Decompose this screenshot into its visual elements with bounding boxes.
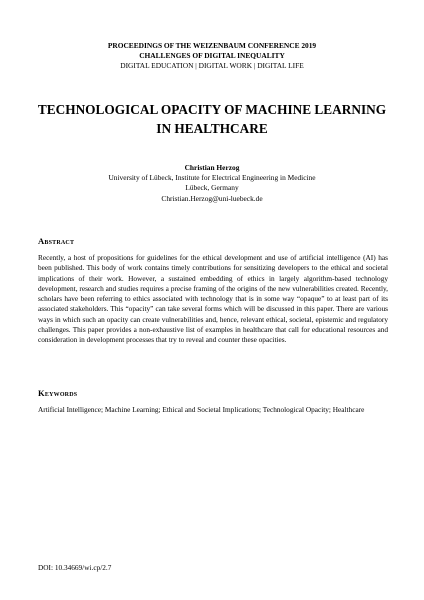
conference-theme: CHALLENGES OF DIGITAL INEQUALITY (139, 51, 285, 60)
keywords-heading: Keywords (38, 388, 78, 398)
paper-title: TECHNOLOGICAL OPACITY OF MACHINE LEARNING IN HEALTHCARE (37, 102, 387, 136)
abstract-text: Recently, a host of propositions for guidelines for the ethical development and use of artificial intelligence (AI) has been published. This body of work contains timely contributions for sensitizing developers to the ethical and societal implications of their work. However, a sustained embedding of ethics in largely algorithm-based technology development, research and studies requires a precise framing of the origins of the new vulnerabilities created. Recently, scholars have been referring to ethics associated with technology that is in some way “opaque” to at least part of its associated stakeholders. This “opacity” can take several forms which will be discussed in this paper. There are various ways in which such an opacity can create vulnerabilities and, hence, relevant ethical, societal, epistemic and regulatory challenges. This paper provides a non-exhaustive list of examples in healthcare that call for educational resources and consideration in development processes that try to reveal and counter these opacities. (38, 253, 388, 345)
conference-tracks: DIGITAL EDUCATION | DIGITAL WORK | DIGITAL LIFE (120, 61, 304, 70)
author-email: Christian.Herzog@uni-luebeck.de (161, 193, 263, 203)
author-block (0, 163, 424, 204)
conference-header (0, 41, 424, 71)
author-name: Christian Herzog (184, 163, 240, 172)
author-affiliation: University of Lübeck, Institute for Electrical Engineering in Medicine (108, 173, 316, 183)
abstract-heading: Abstract (38, 236, 75, 246)
keywords-text: Artificial Intelligence; Machine Learning; Ethical and Societal Implications; Technological Opacity; Healthcare (38, 405, 365, 414)
conference-name: PROCEEDINGS OF THE WEIZENBAUM CONFERENCE 2019 (107, 41, 317, 50)
doi-footer: DOI: 10.34669/wi.cp/2.7 (38, 563, 112, 572)
author-city: Lübeck, Germany (185, 183, 239, 193)
